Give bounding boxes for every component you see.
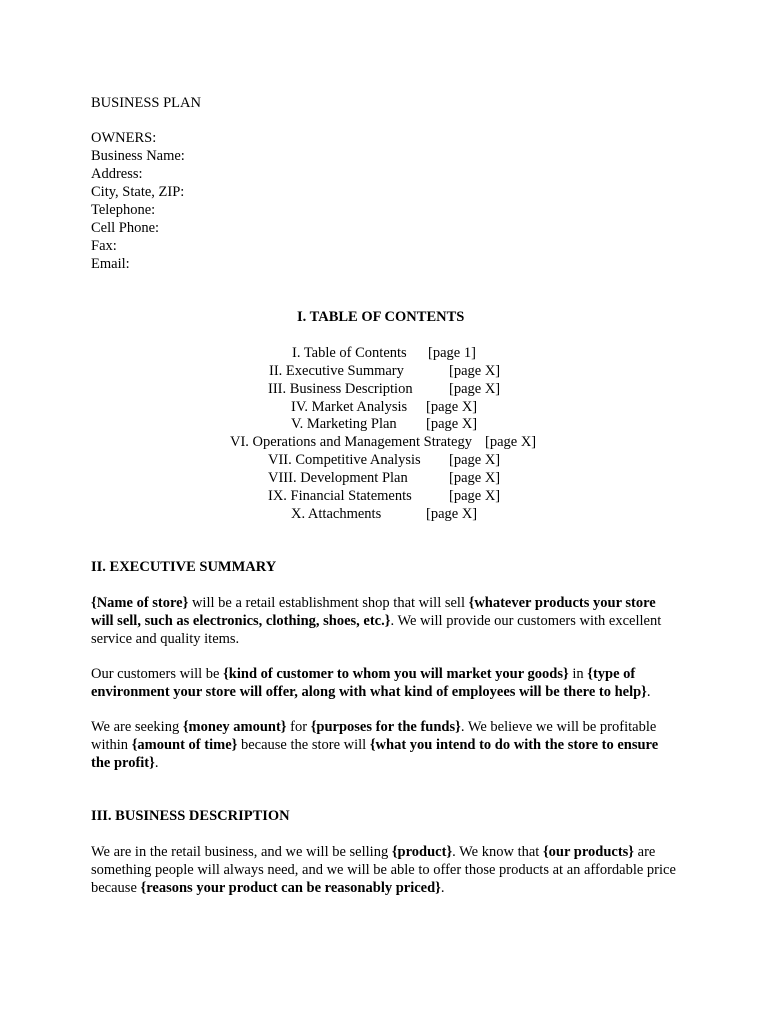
toc-entry-label: II. Executive Summary <box>269 363 404 379</box>
placeholder-name-of-store: {Name of store} <box>91 595 189 611</box>
paragraph-text: . <box>440 880 445 896</box>
business-description-heading: III. BUSINESS DESCRIPTION <box>91 808 290 824</box>
toc-entry-page: [page X] <box>449 470 501 486</box>
toc-entry-page: [page X] <box>449 452 501 468</box>
paragraph-text: will be a retail establishment shop that will sell <box>188 595 469 611</box>
header-field-cell-phone: Cell Phone: <box>91 220 160 236</box>
placeholder-money-amount: {money amount} <box>182 719 287 735</box>
placeholder-amount-of-time: {amount of time} <box>131 737 238 753</box>
toc-entry-label: III. Business Description <box>268 381 413 397</box>
header-field-fax: Fax: <box>91 238 117 254</box>
toc-entry-label: VIII. Development Plan <box>268 470 408 486</box>
placeholder-products: {whatever products your store will sell, such as electronics, clothing, shoes, etc.} <box>91 595 656 629</box>
executive-summary-paragraph-1 <box>91 594 681 648</box>
toc-entry-page: [page 1] <box>428 345 476 361</box>
header-field-address: Address: <box>91 166 143 182</box>
executive-summary-paragraph-3 <box>91 718 681 772</box>
toc-entry-label: V. Marketing Plan <box>291 416 397 432</box>
placeholder-environment: {type of environment your store will offer, along with what kind of employees will be there to help} <box>91 666 647 700</box>
paragraph-text: We are seeking <box>91 719 183 735</box>
toc-entry-page: [page X] <box>449 381 501 397</box>
paragraph-text: are something people will always need, and we will be able to offer those products at an affordable price because <box>91 844 676 896</box>
placeholder-our-products: {our products} <box>542 844 635 860</box>
paragraph-text: in <box>568 666 588 682</box>
header-field-city-state-zip: City, State, ZIP: <box>91 184 185 200</box>
header-field-business-name: Business Name: <box>91 148 185 164</box>
paragraph-text: Our customers will be <box>91 666 224 682</box>
placeholder-kind-of-customer: {kind of customer to whom you will market your goods} <box>223 666 569 682</box>
paragraph-text: . <box>154 755 159 771</box>
placeholder-pricing-reasons: {reasons your product can be reasonably priced} <box>140 880 441 896</box>
toc-entry-label: IX. Financial Statements <box>268 488 412 504</box>
toc-heading: I. TABLE OF CONTENTS <box>297 309 465 325</box>
document-title: BUSINESS PLAN <box>91 95 201 111</box>
toc-entry-label: IV. Market Analysis <box>291 399 408 415</box>
toc-entry-label: X. Attachments <box>291 506 382 522</box>
toc-entry-page: [page X] <box>485 434 537 450</box>
toc-entry-page: [page X] <box>449 488 501 504</box>
toc-entry-label: VII. Competitive Analysis <box>268 452 421 468</box>
toc-entry-page: [page X] <box>449 363 501 379</box>
toc-entry-label: VI. Operations and Management Strategy <box>230 434 472 450</box>
placeholder-purposes: {purposes for the funds} <box>310 719 461 735</box>
executive-summary-paragraph-2 <box>91 665 681 701</box>
header-field-owners: OWNERS: <box>91 130 157 146</box>
placeholder-product: {product} <box>391 844 453 860</box>
paragraph-text: . We will provide our customers with excellent service and quality items. <box>91 613 662 647</box>
toc-entry-label: I. Table of Contents <box>292 345 407 361</box>
paragraph-text: . We believe we will be profitable within <box>91 719 657 753</box>
paragraph-text: because the store will <box>237 737 370 753</box>
toc-entry-page: [page X] <box>426 416 478 432</box>
executive-summary-heading: II. EXECUTIVE SUMMARY <box>91 559 277 575</box>
paragraph-text: . We know that <box>452 844 543 860</box>
header-field-telephone: Telephone: <box>91 202 156 218</box>
paragraph-text: . <box>646 684 651 700</box>
header-field-email: Email: <box>91 256 130 272</box>
business-description-paragraph-1 <box>91 843 681 897</box>
toc-entry-page: [page X] <box>426 506 478 522</box>
paragraph-text: We are in the retail business, and we will be selling <box>91 844 392 860</box>
paragraph-text: for <box>286 719 311 735</box>
toc-entry-page: [page X] <box>426 399 478 415</box>
placeholder-profit-plan: {what you intend to do with the store to ensure the profit} <box>91 737 659 771</box>
